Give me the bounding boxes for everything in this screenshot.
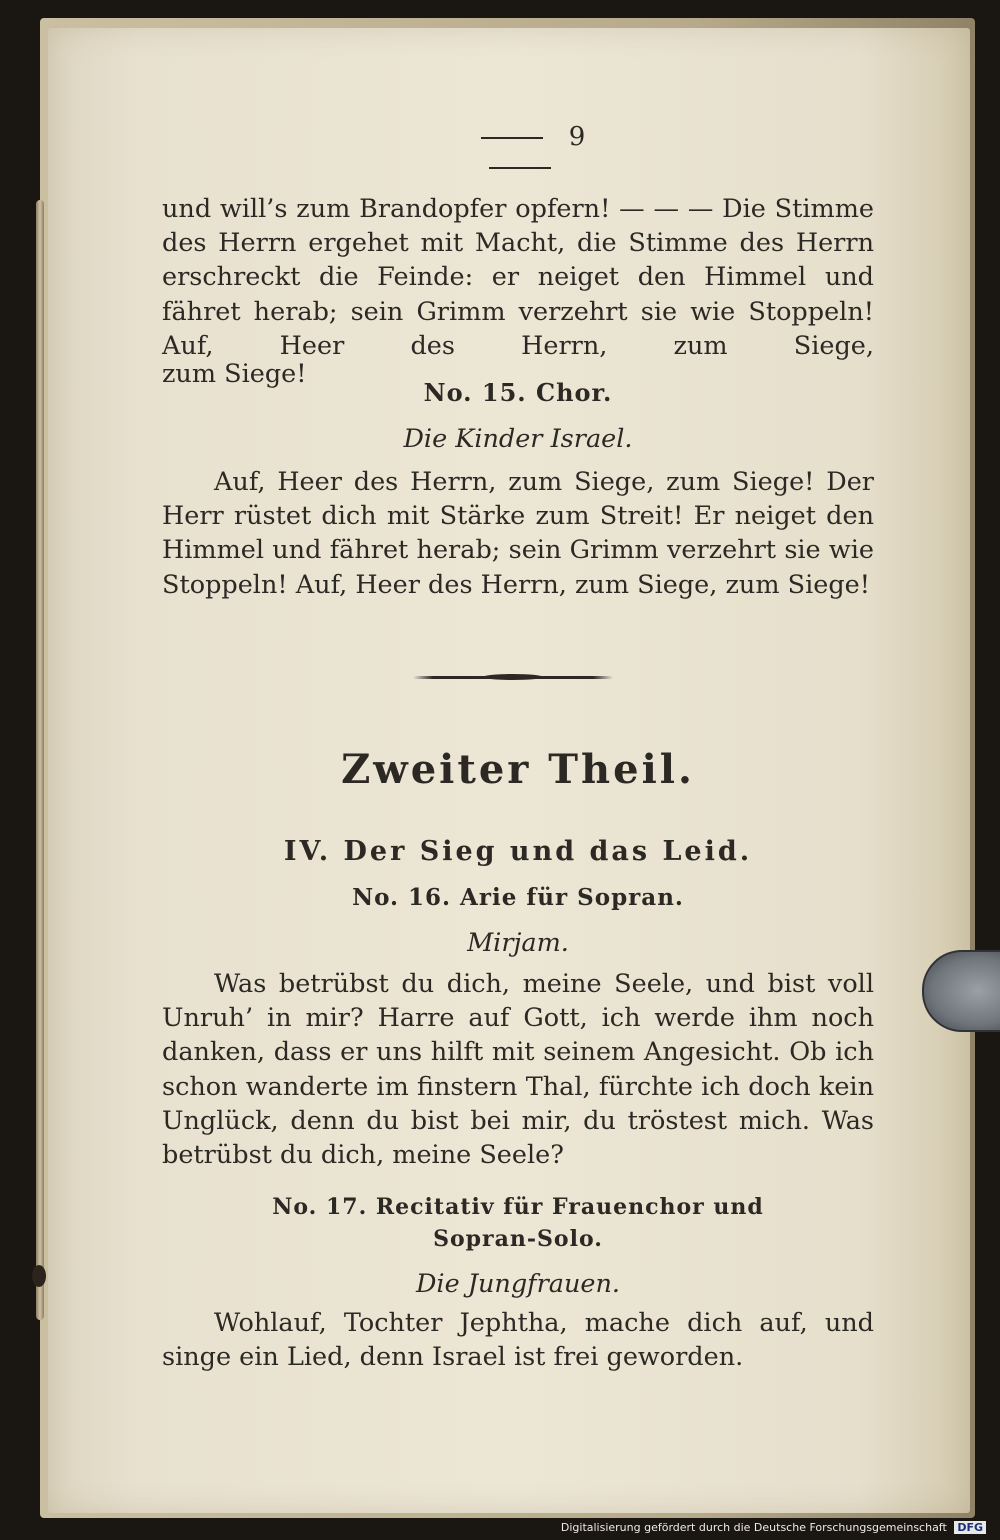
page-number (400, 122, 640, 182)
intro-last-line: zum Siege! (162, 359, 307, 390)
section-17-heading-line2: Sopran-Solo. (433, 1226, 603, 1252)
section-17-heading-line1: No. 17. Recitativ für Frauenchor und (272, 1194, 764, 1220)
section-16-speaker: Mirjam. (467, 928, 569, 958)
section-17-body (162, 1306, 874, 1374)
binding-string (36, 200, 44, 1320)
binding-hole (32, 1265, 46, 1287)
section-17-text: Wohlauf, Tochter Jephtha, mache dich auf, und singe ein Lied, denn Israel ist frei geworden. (162, 1308, 874, 1373)
section-16-body (162, 967, 874, 1172)
page-clip (922, 950, 1000, 1032)
footer-credit: Digitalisierung gefördert durch die Deutsche Forschungsgemeinschaft (560, 1521, 947, 1534)
digitization-footer (557, 1519, 990, 1536)
dash-right (489, 167, 551, 169)
section-15-speaker: Die Kinder Israel. (403, 424, 633, 454)
section-15-body (162, 465, 874, 602)
page-number-value: 9 (568, 122, 586, 152)
part-title: Zweiter Theil. (341, 746, 695, 793)
section-15-heading: No. 15. Chor. (423, 378, 613, 407)
dfg-logo: DFG (954, 1521, 986, 1534)
ornamental-rule (413, 676, 613, 679)
dash-left (481, 137, 543, 139)
intro-paragraph: und will’s zum Brandopfer opfern! — — — Die Stimme des Herrn ergehet mit Macht, die Stimme des Herrn erschreckt die Feinde: er neiget den Himmel und fähret herab; sein Grimm verzehrt sie wie Stoppeln! Auf, Heer des Herrn, zum Siege, (162, 194, 874, 361)
section-17-speaker: Die Jungfrauen. (415, 1269, 621, 1299)
section-15-text: Auf, Heer des Herrn, zum Siege, zum Siege! Der Herr rüstet dich mit Stärke zum Streit! Er neiget den Himmel und fähret herab; sein Grimm verzehrt sie wie Stoppeln! Auf, Heer des Herrn, zum Siege, zum Siege! (162, 467, 874, 600)
section-16-text: Was betrübst du dich, meine Seele, und bist voll Unruh’ in mir? Harre auf Gott, ich werde ihm noch danken, dass er uns hilft mit seinem Angesicht. Ob ich schon wanderte im finstern Thal, fürchte ich doch kein Unglück, denn du bist bei mir, du tröstest mich. Was betrübst du dich, meine Seele? (162, 969, 874, 1171)
intro-block (162, 192, 874, 391)
section-16-heading: No. 16. Arie für Sopran. (352, 884, 684, 911)
chapter-title: IV. Der Sieg und das Leid. (283, 836, 753, 867)
